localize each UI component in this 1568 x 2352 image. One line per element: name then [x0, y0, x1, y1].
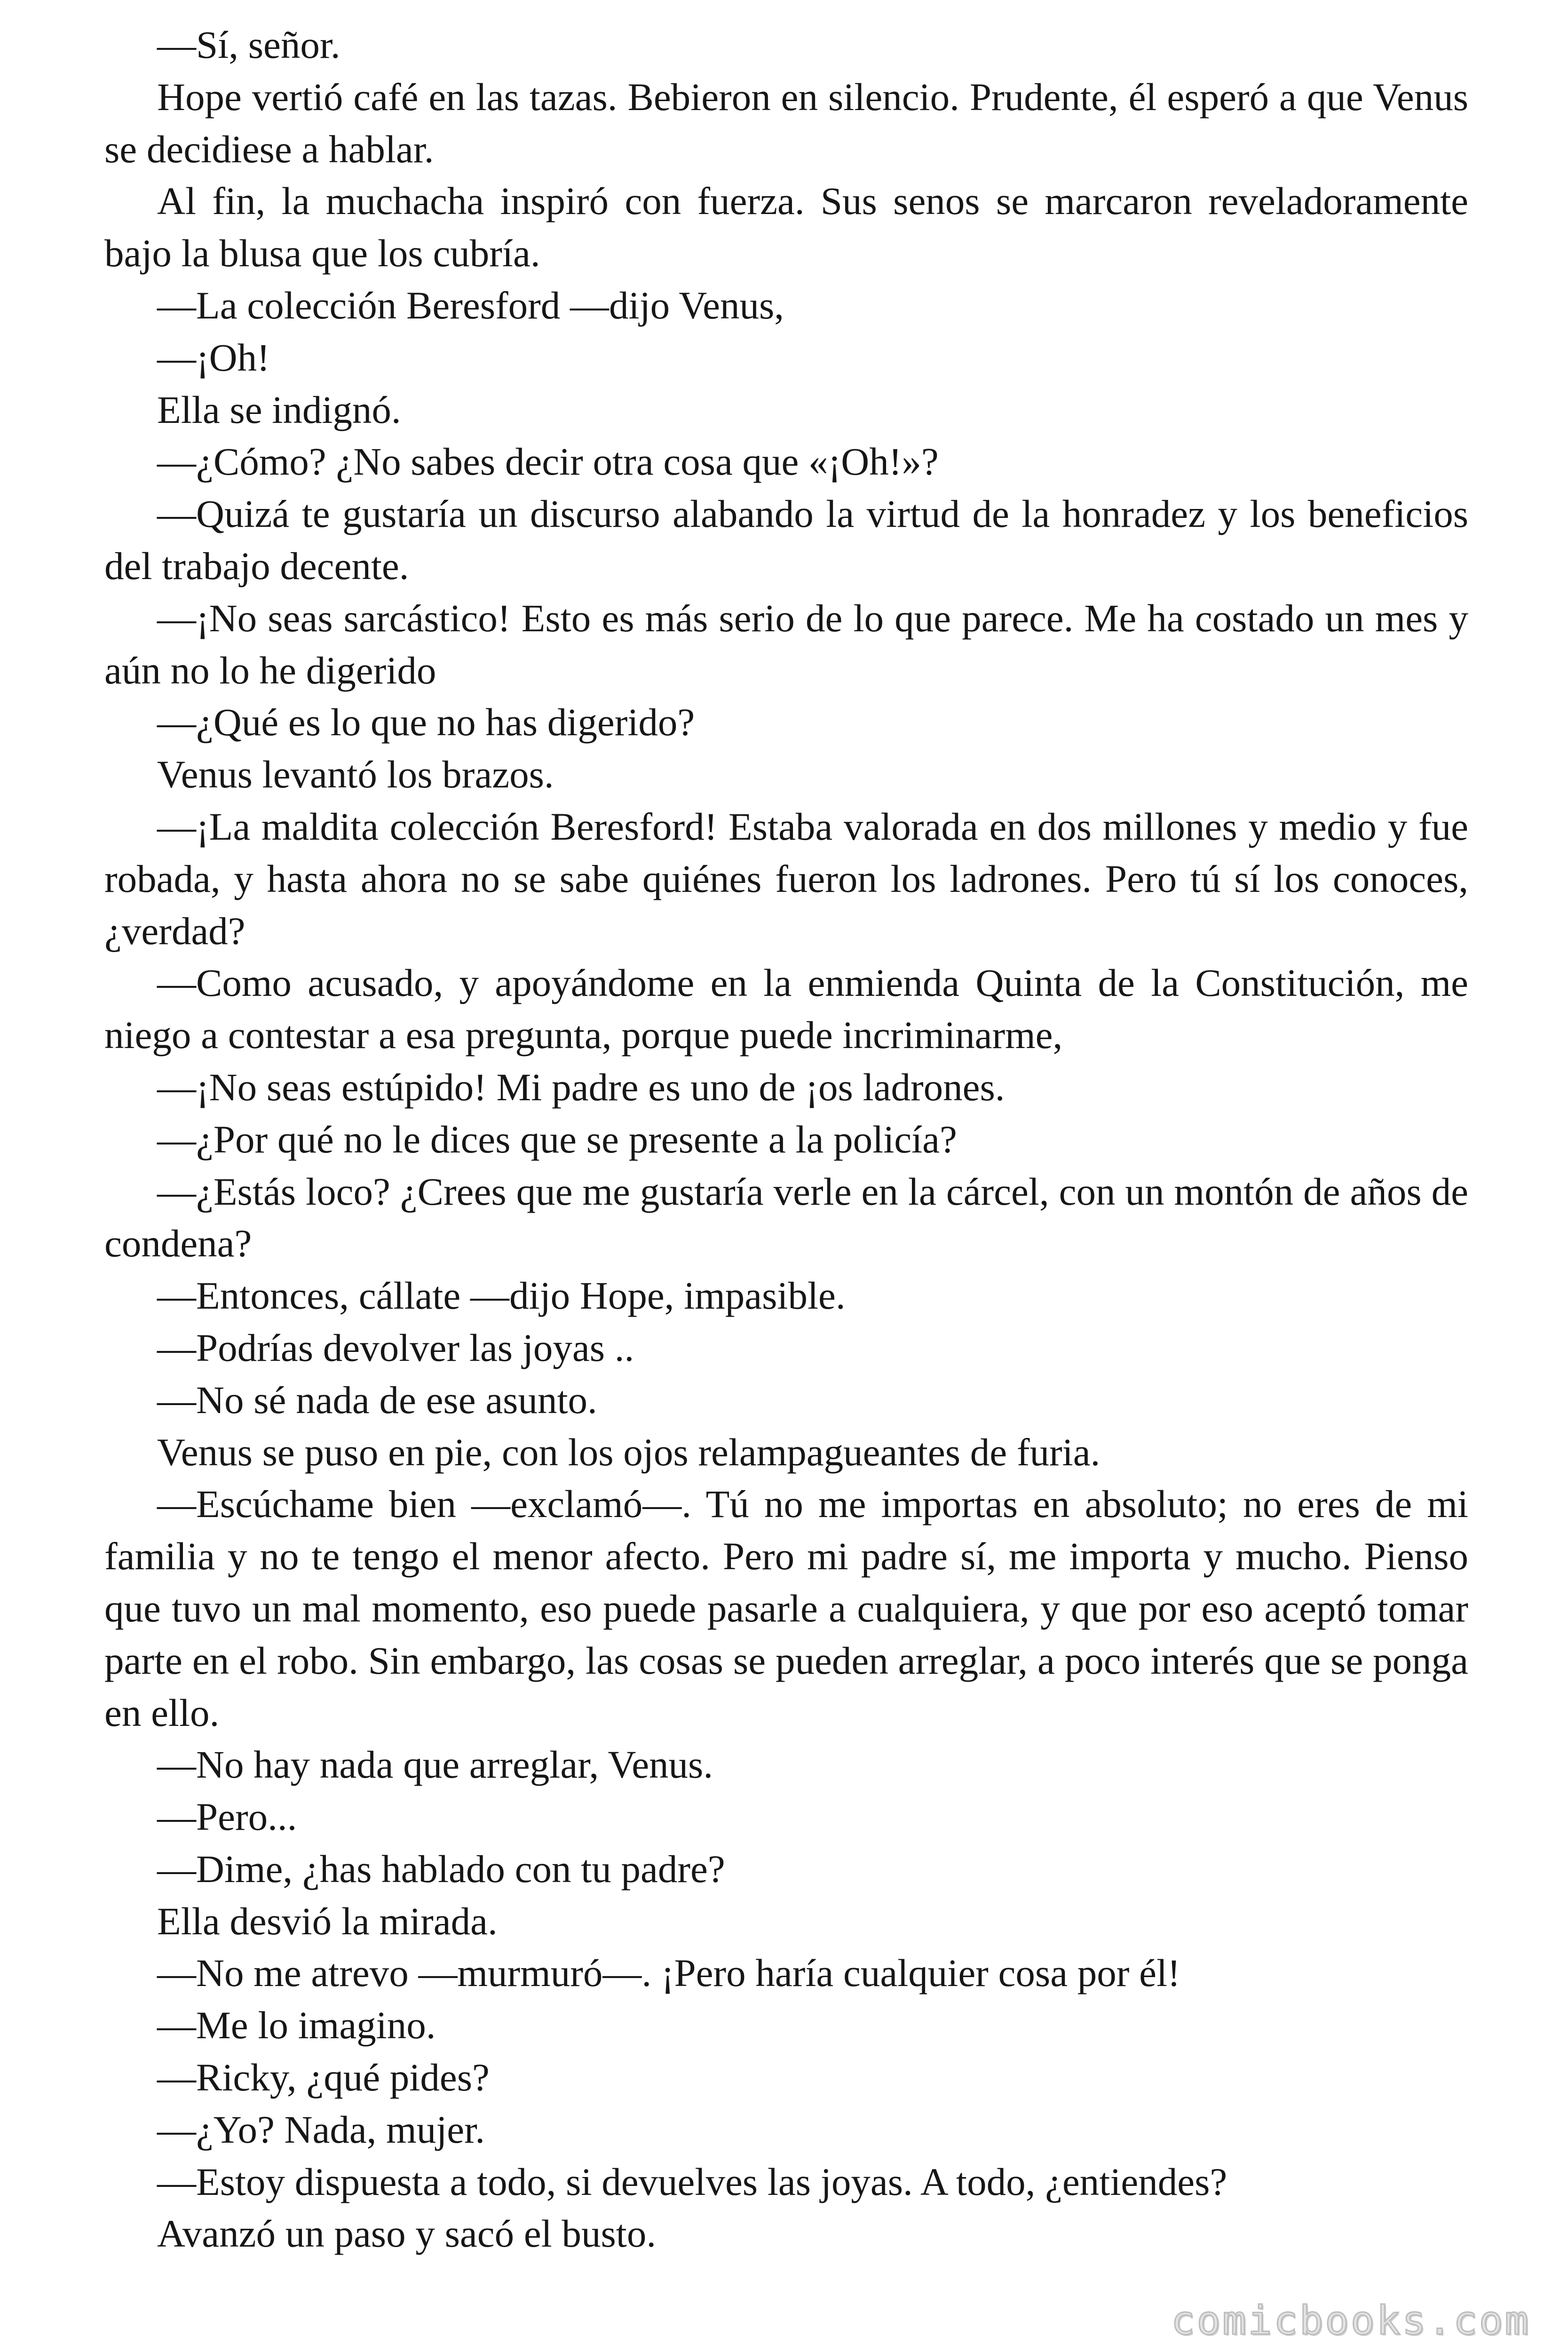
paragraph: —Ricky, ¿qué pides? [157, 2056, 490, 2099]
paragraph: Venus se puso en pie, con los ojos relampagueantes de furia. [157, 1430, 1101, 1474]
paragraph: Hope vertió café en las tazas. Bebieron en silencio. Prudente, él esperó a que Venus se decidiese a hablar. [104, 75, 1468, 171]
paragraph: —¡La maldita colección Beresford! Estaba valorada en dos millones y medio y fue robada, y hasta ahora no se sabe quiénes fueron los ladrones. Pero tú sí los conoces, ¿verdad? [104, 804, 1468, 953]
paragraph: —Podrías devolver las joyas .. [157, 1326, 634, 1369]
paragraph: —La colección Beresford —dijo Venus, [157, 283, 784, 327]
paragraph: —No hay nada que arreglar, Venus. [157, 1743, 713, 1787]
paragraph: —Pero... [157, 1795, 297, 1839]
paragraph: —¡No seas estúpido! Mi padre es uno de ¡os ladrones. [157, 1065, 1005, 1109]
paragraph: —Estoy dispuesta a todo, si devuelves las joyas. A todo, ¿entiendes? [157, 2160, 1227, 2203]
paragraph: —Como acusado, y apoyándome en la enmienda Quinta de la Constitución, me niego a contestar a esa pregunta, porque puede incriminarme, [104, 961, 1468, 1057]
paragraph: —¡Oh! [157, 335, 270, 379]
paragraph: —¡No seas sarcástico! Esto es más serio de lo que parece. Me ha costado un mes y aún no lo he digerido [104, 596, 1468, 692]
paragraph: —¿Qué es lo que no has digerido? [157, 700, 695, 744]
paragraph: —Quizá te gustaría un discurso alabando la virtud de la honradez y los beneficios del trabajo decente. [104, 492, 1468, 588]
paragraph: Ella se indignó. [157, 388, 401, 431]
paragraph: —No me atrevo —murmuró—. ¡Pero haría cualquier cosa por él! [157, 1951, 1180, 1995]
paragraph: Ella desvió la mirada. [157, 1899, 498, 1943]
paragraph: —Dime, ¿has hablado con tu padre? [157, 1847, 725, 1891]
paragraph: —Escúchame bien —exclamó—. Tú no me importas en absoluto; no eres de mi familia y no te tengo el menor afecto. Pero mi padre sí, me importa y mucho. Pienso que tuvo un mal momento, eso puede pasarle a cualquiera, y que por eso aceptó tomar parte en el robo. Sin embargo, las cosas se pueden arreglar, a poco interés que se ponga en ello. [104, 1482, 1468, 1734]
paragraph: —¿Yo? Nada, mujer. [157, 2107, 485, 2151]
paragraph: —Me lo imagino. [157, 2003, 436, 2047]
paragraph: —¿Cómo? ¿No sabes decir otra cosa que «¡Oh!»? [157, 440, 939, 484]
paragraph: —Entonces, cállate —dijo Hope, impasible. [157, 1274, 846, 1318]
paragraph: Al fin, la muchacha inspiró con fuerza. Sus senos se marcaron reveladoramente bajo la blusa que los cubría. [104, 179, 1468, 275]
paragraph: —¿Por qué no le dices que se presente a la policía? [157, 1117, 957, 1161]
watermark: comicbooks.com [1171, 2297, 1530, 2344]
paragraph: Venus levantó los brazos. [157, 753, 554, 796]
paragraph: —¿Estás loco? ¿Crees que me gustaría verle en la cárcel, con un montón de años de condena? [104, 1169, 1468, 1265]
paragraph: —No sé nada de ese asunto. [157, 1378, 597, 1422]
paragraph: Avanzó un paso y sacó el busto. [157, 2212, 657, 2256]
paragraph: —Sí, señor. [157, 23, 341, 66]
page-text [104, 19, 1468, 2260]
